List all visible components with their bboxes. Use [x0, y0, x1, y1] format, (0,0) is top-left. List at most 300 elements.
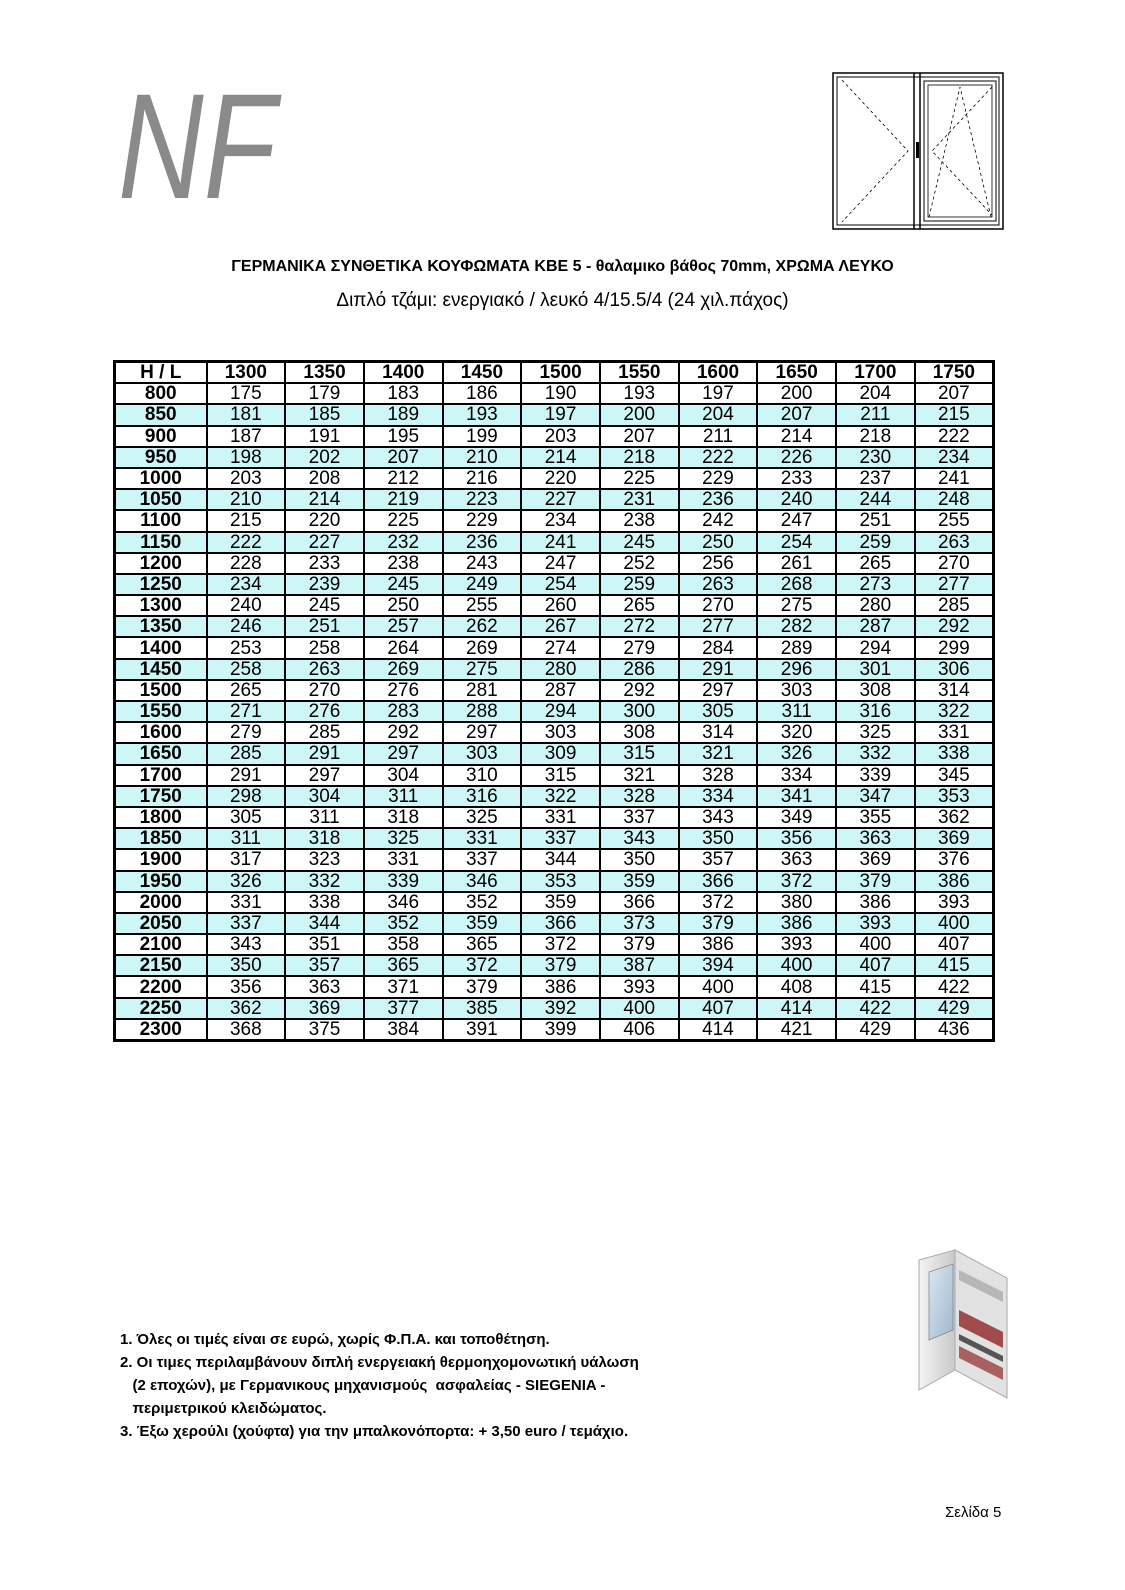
price-cell: 377	[364, 998, 443, 1019]
table-row	[115, 426, 994, 447]
price-cell: 183	[364, 383, 443, 404]
price-cell: 351	[285, 934, 364, 955]
price-cell: 251	[836, 510, 915, 531]
price-cell: 263	[285, 659, 364, 680]
price-cell: 234	[915, 447, 994, 468]
price-cell: 210	[207, 489, 286, 510]
price-cell: 263	[915, 532, 994, 553]
price-cell: 197	[521, 404, 600, 425]
price-cell: 366	[679, 871, 758, 892]
price-cell: 366	[521, 913, 600, 934]
price-cell: 197	[679, 383, 758, 404]
price-cell: 407	[836, 955, 915, 976]
price-cell: 231	[600, 489, 679, 510]
price-cell: 309	[521, 743, 600, 764]
price-cell: 299	[915, 637, 994, 658]
price-cell: 203	[521, 426, 600, 447]
column-header: 1300	[207, 362, 286, 384]
price-cell: 195	[364, 426, 443, 447]
table-body	[115, 383, 994, 1040]
price-cell: 394	[679, 955, 758, 976]
column-header: 1500	[521, 362, 600, 384]
price-cell: 256	[679, 553, 758, 574]
price-cell: 238	[600, 510, 679, 531]
price-cell: 215	[915, 404, 994, 425]
nf-logo	[118, 62, 282, 230]
price-cell: 227	[521, 489, 600, 510]
row-header: 1950	[115, 871, 207, 892]
row-header: 1550	[115, 701, 207, 722]
column-header: 1400	[364, 362, 443, 384]
price-cell: 255	[915, 510, 994, 531]
price-cell: 245	[600, 532, 679, 553]
price-cell: 230	[836, 447, 915, 468]
price-cell: 365	[364, 955, 443, 976]
price-cell: 304	[285, 786, 364, 807]
price-cell: 215	[207, 510, 286, 531]
price-cell: 297	[679, 680, 758, 701]
price-cell: 222	[679, 447, 758, 468]
price-cell: 259	[600, 574, 679, 595]
price-cell: 359	[600, 871, 679, 892]
price-cell: 218	[600, 447, 679, 468]
price-cell: 314	[915, 680, 994, 701]
row-header: 1800	[115, 807, 207, 828]
price-cell: 414	[679, 1019, 758, 1041]
table-row	[115, 553, 994, 574]
price-cell: 344	[521, 849, 600, 870]
price-cell: 436	[915, 1019, 994, 1041]
price-cell: 400	[757, 955, 836, 976]
price-cell: 320	[757, 722, 836, 743]
price-cell: 407	[679, 998, 758, 1019]
price-cell: 261	[757, 553, 836, 574]
window-drawing	[832, 72, 1004, 230]
price-cell: 356	[757, 828, 836, 849]
price-cell: 288	[443, 701, 522, 722]
table-row	[115, 976, 994, 997]
price-cell: 339	[836, 765, 915, 786]
price-cell: 366	[600, 892, 679, 913]
price-cell: 225	[600, 468, 679, 489]
price-cell: 311	[364, 786, 443, 807]
price-cell: 245	[364, 574, 443, 595]
table-row	[115, 786, 994, 807]
price-cell: 400	[679, 976, 758, 997]
price-cell: 331	[521, 807, 600, 828]
price-cell: 321	[679, 743, 758, 764]
price-cell: 407	[915, 934, 994, 955]
row-header: 2200	[115, 976, 207, 997]
price-cell: 253	[207, 637, 286, 658]
price-cell: 357	[285, 955, 364, 976]
table-row	[115, 955, 994, 976]
price-cell: 371	[364, 976, 443, 997]
price-cell: 181	[207, 404, 286, 425]
price-cell: 334	[757, 765, 836, 786]
price-cell: 258	[285, 637, 364, 658]
row-header: 2100	[115, 934, 207, 955]
price-cell: 212	[364, 468, 443, 489]
price-cell: 343	[207, 934, 286, 955]
price-cell: 300	[600, 701, 679, 722]
price-cell: 337	[443, 849, 522, 870]
price-cell: 203	[207, 468, 286, 489]
price-cell: 331	[207, 892, 286, 913]
price-cell: 220	[521, 468, 600, 489]
price-cell: 263	[679, 574, 758, 595]
price-cell: 400	[600, 998, 679, 1019]
row-header: 950	[115, 447, 207, 468]
table-row	[115, 892, 994, 913]
price-cell: 331	[443, 828, 522, 849]
price-cell: 198	[207, 447, 286, 468]
price-cell: 341	[757, 786, 836, 807]
price-cell: 303	[521, 722, 600, 743]
price-cell: 276	[285, 701, 364, 722]
price-cell: 218	[836, 426, 915, 447]
price-cell: 207	[364, 447, 443, 468]
price-cell: 193	[443, 404, 522, 425]
table-header-row	[115, 362, 994, 384]
price-cell: 326	[757, 743, 836, 764]
row-header: 1300	[115, 595, 207, 616]
price-cell: 179	[285, 383, 364, 404]
price-cell: 343	[600, 828, 679, 849]
table-row	[115, 574, 994, 595]
table-row	[115, 722, 994, 743]
price-cell: 222	[207, 532, 286, 553]
price-cell: 362	[915, 807, 994, 828]
price-cell: 220	[285, 510, 364, 531]
price-cell: 214	[285, 489, 364, 510]
row-header: 1250	[115, 574, 207, 595]
price-cell: 262	[443, 616, 522, 637]
row-header: 1050	[115, 489, 207, 510]
price-cell: 223	[443, 489, 522, 510]
table-row	[115, 828, 994, 849]
price-cell: 328	[600, 786, 679, 807]
price-cell: 328	[679, 765, 758, 786]
price-cell: 234	[521, 510, 600, 531]
price-cell: 241	[915, 468, 994, 489]
price-cell: 369	[285, 998, 364, 1019]
price-cell: 292	[600, 680, 679, 701]
price-cell: 345	[915, 765, 994, 786]
price-cell: 355	[836, 807, 915, 828]
price-cell: 334	[679, 786, 758, 807]
price-cell: 265	[836, 553, 915, 574]
price-cell: 292	[915, 616, 994, 637]
price-cell: 353	[521, 871, 600, 892]
price-cell: 276	[364, 680, 443, 701]
price-cell: 265	[207, 680, 286, 701]
price-cell: 200	[600, 404, 679, 425]
price-cell: 254	[521, 574, 600, 595]
price-cell: 285	[915, 595, 994, 616]
price-cell: 240	[757, 489, 836, 510]
price-cell: 270	[679, 595, 758, 616]
price-cell: 204	[836, 383, 915, 404]
price-cell: 322	[915, 701, 994, 722]
price-cell: 294	[836, 637, 915, 658]
price-cell: 372	[757, 871, 836, 892]
price-cell: 393	[915, 892, 994, 913]
price-cell: 325	[443, 807, 522, 828]
price-cell: 325	[836, 722, 915, 743]
price-cell: 207	[757, 404, 836, 425]
price-cell: 387	[600, 955, 679, 976]
price-cell: 305	[679, 701, 758, 722]
price-cell: 343	[679, 807, 758, 828]
price-cell: 258	[207, 659, 286, 680]
price-cell: 346	[364, 892, 443, 913]
price-cell: 372	[443, 955, 522, 976]
table-row	[115, 998, 994, 1019]
price-cell: 347	[836, 786, 915, 807]
price-cell: 303	[443, 743, 522, 764]
price-cell: 283	[364, 701, 443, 722]
price-cell: 380	[757, 892, 836, 913]
price-cell: 292	[364, 722, 443, 743]
price-cell: 314	[679, 722, 758, 743]
price-cell: 280	[521, 659, 600, 680]
price-cell: 422	[836, 998, 915, 1019]
price-cell: 259	[836, 532, 915, 553]
price-cell: 400	[836, 934, 915, 955]
row-header: 850	[115, 404, 207, 425]
row-header: 1400	[115, 637, 207, 658]
price-cell: 229	[443, 510, 522, 531]
table-row	[115, 680, 994, 701]
price-cell: 254	[757, 532, 836, 553]
price-cell: 376	[915, 849, 994, 870]
row-header: 2300	[115, 1019, 207, 1041]
price-cell: 270	[285, 680, 364, 701]
notes	[120, 1328, 820, 1443]
row-header: 1850	[115, 828, 207, 849]
price-cell: 279	[207, 722, 286, 743]
price-cell: 284	[679, 637, 758, 658]
row-header: 1500	[115, 680, 207, 701]
price-cell: 408	[757, 976, 836, 997]
price-cell: 350	[600, 849, 679, 870]
price-cell: 337	[207, 913, 286, 934]
price-cell: 271	[207, 701, 286, 722]
price-cell: 415	[836, 976, 915, 997]
row-header: 800	[115, 383, 207, 404]
price-cell: 339	[364, 871, 443, 892]
row-header: 900	[115, 426, 207, 447]
price-cell: 294	[521, 701, 600, 722]
table-row	[115, 616, 994, 637]
price-cell: 274	[521, 637, 600, 658]
price-cell: 186	[443, 383, 522, 404]
price-cell: 265	[600, 595, 679, 616]
price-cell: 379	[836, 871, 915, 892]
price-cell: 250	[364, 595, 443, 616]
price-cell: 338	[915, 743, 994, 764]
row-header: 1350	[115, 616, 207, 637]
price-cell: 317	[207, 849, 286, 870]
table-row	[115, 871, 994, 892]
price-cell: 429	[836, 1019, 915, 1041]
table-row	[115, 913, 994, 934]
price-cell: 323	[285, 849, 364, 870]
price-cell: 316	[443, 786, 522, 807]
price-cell: 190	[521, 383, 600, 404]
price-cell: 359	[443, 913, 522, 934]
price-cell: 338	[285, 892, 364, 913]
price-cell: 386	[836, 892, 915, 913]
note-line: (2 εποχών), με Γερμανικους μηχανισμούς ασφαλείας - SIEGENIA -	[120, 1377, 606, 1394]
price-cell: 189	[364, 404, 443, 425]
column-header: 1650	[757, 362, 836, 384]
price-cell: 369	[836, 849, 915, 870]
price-cell: 316	[836, 701, 915, 722]
price-cell: 331	[915, 722, 994, 743]
price-cell: 247	[521, 553, 600, 574]
table-row	[115, 637, 994, 658]
price-cell: 291	[285, 743, 364, 764]
price-cell: 245	[285, 595, 364, 616]
price-cell: 311	[285, 807, 364, 828]
table-row	[115, 489, 994, 510]
price-cell: 282	[757, 616, 836, 637]
column-header: 1350	[285, 362, 364, 384]
price-cell: 251	[285, 616, 364, 637]
price-cell: 386	[679, 934, 758, 955]
price-cell: 326	[207, 871, 286, 892]
price-cell: 386	[915, 871, 994, 892]
row-header: 2250	[115, 998, 207, 1019]
price-cell: 279	[600, 637, 679, 658]
column-header: 1700	[836, 362, 915, 384]
price-cell: 332	[285, 871, 364, 892]
price-cell: 277	[679, 616, 758, 637]
price-cell: 358	[364, 934, 443, 955]
price-cell: 216	[443, 468, 522, 489]
price-cell: 357	[679, 849, 758, 870]
table-row	[115, 510, 994, 531]
price-cell: 285	[285, 722, 364, 743]
column-header: 1600	[679, 362, 758, 384]
price-cell: 257	[364, 616, 443, 637]
price-cell: 392	[521, 998, 600, 1019]
price-cell: 303	[757, 680, 836, 701]
price-cell: 393	[600, 976, 679, 997]
price-cell: 202	[285, 447, 364, 468]
price-cell: 315	[521, 765, 600, 786]
table-row	[115, 701, 994, 722]
price-cell: 191	[285, 426, 364, 447]
price-cell: 298	[207, 786, 286, 807]
price-cell: 287	[521, 680, 600, 701]
price-cell: 421	[757, 1019, 836, 1041]
row-header: 1450	[115, 659, 207, 680]
price-cell: 241	[521, 532, 600, 553]
table-row	[115, 595, 994, 616]
price-cell: 289	[757, 637, 836, 658]
price-cell: 372	[521, 934, 600, 955]
price-cell: 237	[836, 468, 915, 489]
price-cell: 204	[679, 404, 758, 425]
price-cell: 304	[364, 765, 443, 786]
row-header: 1150	[115, 532, 207, 553]
price-cell: 229	[679, 468, 758, 489]
price-cell: 208	[285, 468, 364, 489]
row-header: 1900	[115, 849, 207, 870]
note-line: περιμετρικού κλειδώματος.	[120, 1400, 327, 1417]
price-cell: 406	[600, 1019, 679, 1041]
price-cell: 318	[364, 807, 443, 828]
price-cell: 386	[757, 913, 836, 934]
window-profile-image	[915, 1250, 1015, 1400]
logo-text: NF	[118, 62, 282, 230]
price-cell: 291	[679, 659, 758, 680]
price-cell: 379	[443, 976, 522, 997]
price-cell: 243	[443, 553, 522, 574]
table-row	[115, 807, 994, 828]
price-cell: 227	[285, 532, 364, 553]
table-row	[115, 383, 994, 404]
row-header: 2150	[115, 955, 207, 976]
price-cell: 234	[207, 574, 286, 595]
price-cell: 368	[207, 1019, 286, 1041]
price-cell: 391	[443, 1019, 522, 1041]
price-cell: 246	[207, 616, 286, 637]
price-cell: 349	[757, 807, 836, 828]
price-cell: 207	[600, 426, 679, 447]
price-cell: 187	[207, 426, 286, 447]
row-header: 2000	[115, 892, 207, 913]
price-cell: 393	[757, 934, 836, 955]
table-row	[115, 468, 994, 489]
price-cell: 359	[521, 892, 600, 913]
price-cell: 325	[364, 828, 443, 849]
column-header: 1450	[443, 362, 522, 384]
price-cell: 268	[757, 574, 836, 595]
price-cell: 248	[915, 489, 994, 510]
price-cell: 285	[207, 743, 286, 764]
row-header: 1750	[115, 786, 207, 807]
price-cell: 297	[364, 743, 443, 764]
table-row	[115, 849, 994, 870]
price-cell: 393	[836, 913, 915, 934]
price-cell: 379	[679, 913, 758, 934]
price-cell: 207	[915, 383, 994, 404]
price-cell: 264	[364, 637, 443, 658]
price-cell: 301	[836, 659, 915, 680]
price-cell: 238	[364, 553, 443, 574]
table-row	[115, 934, 994, 955]
price-cell: 232	[364, 532, 443, 553]
price-cell: 305	[207, 807, 286, 828]
price-cell: 346	[443, 871, 522, 892]
table-row	[115, 532, 994, 553]
row-header: 1000	[115, 468, 207, 489]
price-cell: 308	[836, 680, 915, 701]
price-cell: 318	[285, 828, 364, 849]
price-cell: 352	[443, 892, 522, 913]
row-header: 1100	[115, 510, 207, 531]
price-cell: 240	[207, 595, 286, 616]
price-cell: 226	[757, 447, 836, 468]
price-cell: 233	[285, 553, 364, 574]
note-line: 1. Όλες οι τιμές είναι σε ευρώ, χωρίς Φ.Π.Α. και τοποθέτηση.	[120, 1331, 550, 1348]
document-subtitle: Διπλό τζάμι: ενεργιακό / λευκό 4/15.5/4 (24 χιλ.πάχος)	[336, 290, 789, 311]
table-row	[115, 447, 994, 468]
